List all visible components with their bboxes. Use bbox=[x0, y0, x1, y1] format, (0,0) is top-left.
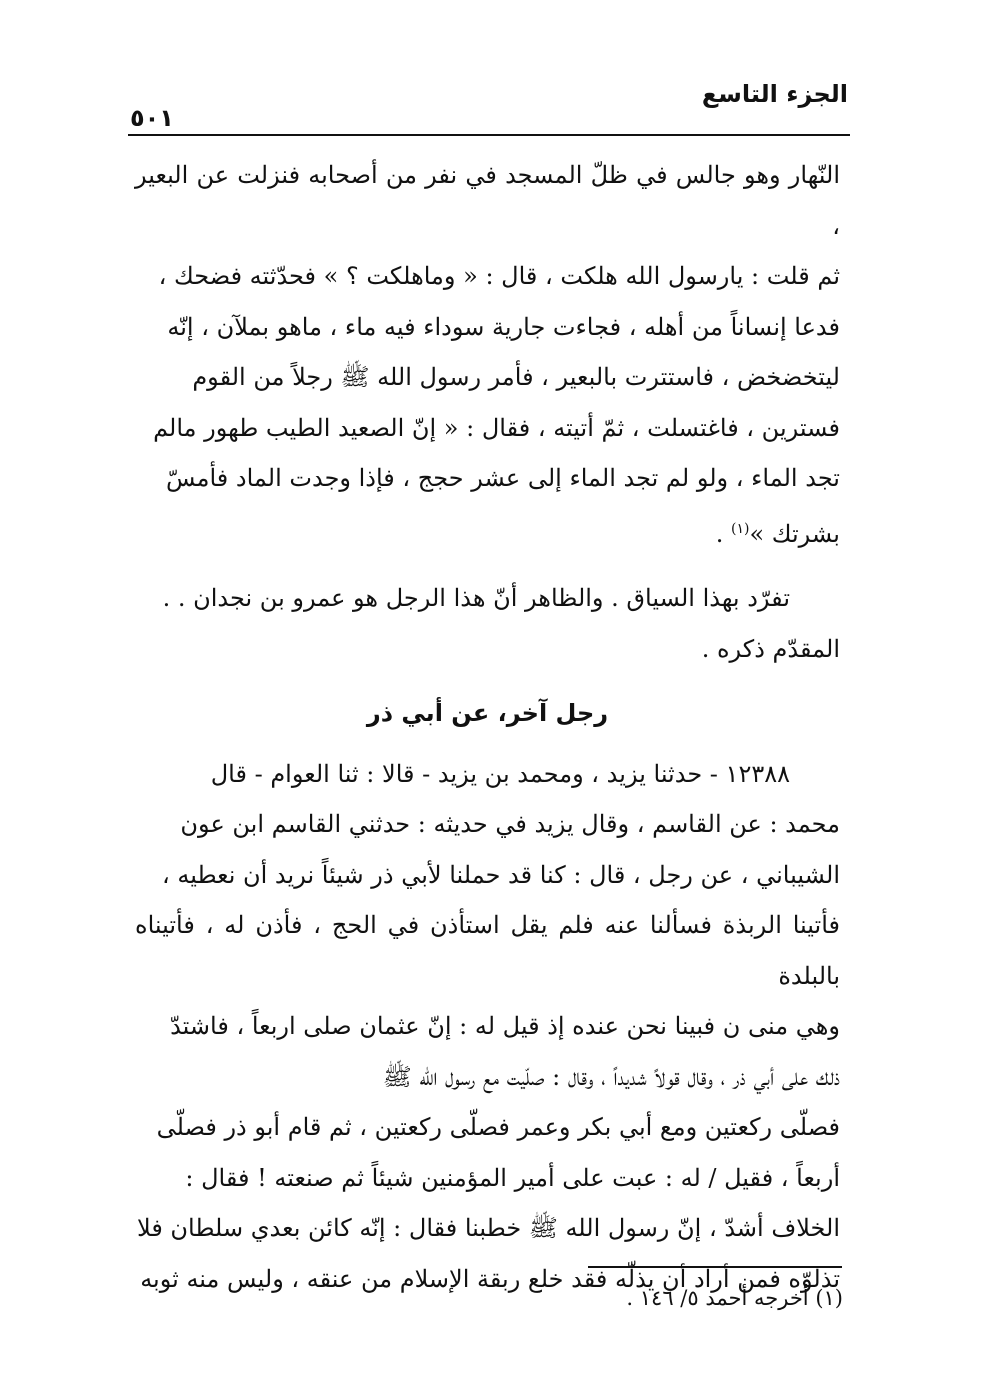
text-line: ثم قلت : يارسول الله هلكت ، قال : « وماهلكت ؟ » فحدّثته فضحك ، bbox=[158, 262, 840, 290]
footnote: (١) أخرجه أحمد ٥/ ١٤٦ . bbox=[626, 1286, 843, 1310]
text-line: فأتينا الربذة فسألنا عنه فلم يقل استأذن في الحج ، فأذن له ، فأتيناه بالبلدة bbox=[135, 911, 840, 990]
text-line: فدعا إنساناً من أهله ، فجاءت جارية سوداء فيه ماء ، ماهو بملآن ، إنّه bbox=[167, 312, 840, 341]
text-line: أربعاً ، فقيل / له : عبت على أمير المؤمنين شيئاً ثم صنعته ! فقال : bbox=[185, 1163, 840, 1192]
text-line: المقدّم ذكره . bbox=[701, 634, 840, 663]
paragraph-gap bbox=[135, 559, 840, 573]
text-line: تفرّد بهذا السياق . والظاهر أنّ هذا الرجل هو عمرو بن نجدان . . bbox=[162, 584, 790, 612]
page-header bbox=[128, 74, 848, 134]
text-line: فصلّى ركعتين ومع أبي بكر وعمر فصلّى ركعتين ، ثم قام أبو ذر فصلّى bbox=[156, 1113, 840, 1141]
header-divider bbox=[128, 134, 850, 136]
text-line: ذلك على أبي ذر ، وقال قولاً شديداً ، وقال : صلّيت مع رسول الله ﷺ bbox=[382, 1062, 840, 1091]
text-line: الخلاف أشدّ ، إنّ رسول الله ﷺ خطبنا فقال : إنّه كائن بعدي سلطان فلا bbox=[137, 1214, 840, 1242]
page-number: ٥٠١ bbox=[130, 104, 174, 132]
text-line: الشيباني ، عن رجل ، قال : كنا قد حملنا لأبي ذر شيئاً نريد أن نعطيه ، bbox=[161, 860, 840, 889]
text-line: تذلوّه فمن أراد أن يذلّه فقد خلع ربقة الإسلام من عنقه ، وليس منه ثوبه bbox=[140, 1264, 840, 1293]
text-fragment: بشرتك » bbox=[749, 519, 840, 548]
text-line bbox=[135, 504, 840, 560]
text-fragment: . bbox=[715, 519, 731, 548]
text-line: النّهار وهو جالس في ظلّ المسجد في نفر من أصحابه فنزلت عن البعير ، bbox=[135, 161, 840, 240]
footnote-ref: (١) bbox=[730, 520, 750, 537]
main-text bbox=[135, 150, 840, 1304]
section-heading: رجل آخر، عن أبي ذر bbox=[366, 699, 609, 727]
text-line: محمد : عن القاسم ، وقال يزيد في حديثه : حدثني القاسم ابن عون bbox=[180, 810, 840, 838]
footnote-divider bbox=[588, 1266, 842, 1268]
text-line: ١٢٣٨٨ - حدثنا يزيد ، ومحمد بن يزيد - قالا : ثنا العوام - قال bbox=[210, 759, 790, 788]
text-line: ليتخضخض ، فاستترت بالبعير ، فأمر رسول الله ﷺ رجلاً من القوم bbox=[192, 363, 840, 391]
text-line: وهي منى ن فبينا نحن عنده إذ قيل له : إنّ عثمان صلى اربعاً ، فاشتدّ bbox=[170, 1012, 840, 1040]
text-line: تجد الماء ، ولو لم تجد الماء إلى عشر حجج ، فإذا وجدت الماد فأمسّ bbox=[166, 464, 840, 492]
text-line: فسترين ، فاغتسلت ، ثمّ أتيته ، فقال : « إنّ الصعيد الطيب طهور مالم bbox=[153, 413, 840, 442]
volume-title: الجزء التاسع bbox=[701, 80, 848, 108]
